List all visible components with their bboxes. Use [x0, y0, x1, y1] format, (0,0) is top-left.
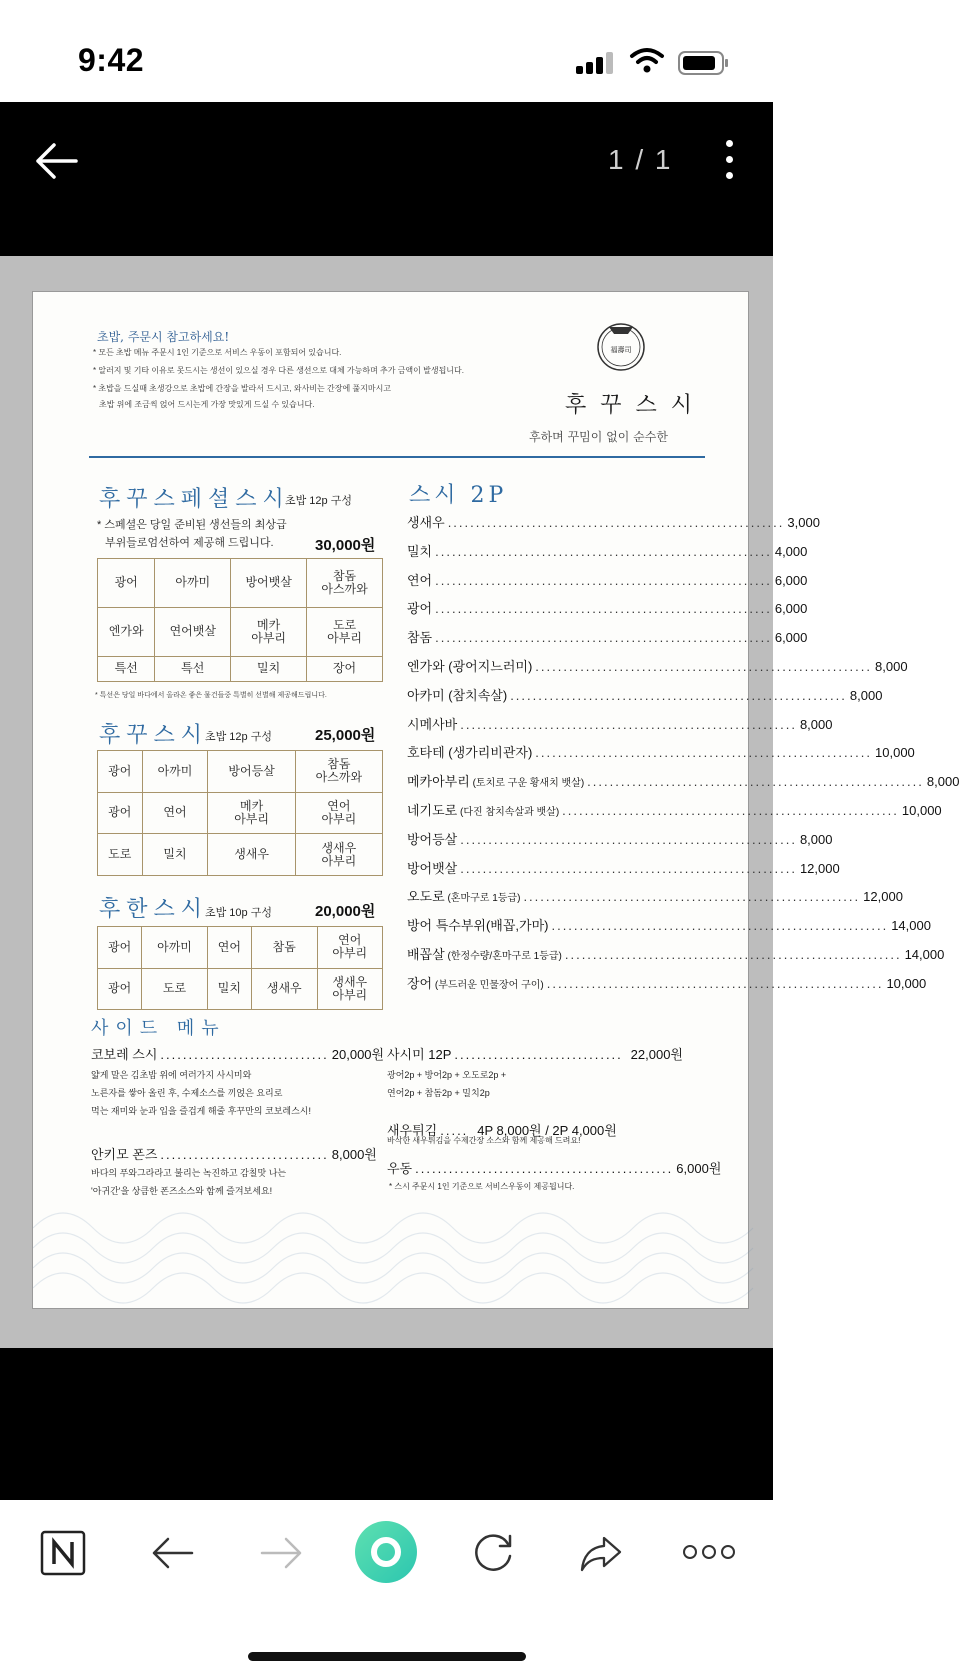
item-name-sub: (한정수량/혼마구로 1등급) — [444, 950, 562, 962]
item-name-sub: (다진 참치속살과 뱃살) — [457, 806, 560, 818]
item-price: 8,000 — [849, 687, 883, 703]
side-kobore-row — [91, 1044, 385, 1063]
ankimo-name: 안키모 폰즈 — [91, 1147, 158, 1162]
price-row — [407, 944, 945, 973]
dot-leader: .............................................. — [415, 1161, 674, 1176]
item-name-sub: (토치로 구운 황새치 뱃살) — [469, 778, 585, 790]
item-name-main: 방어 특수부위(배꼽,가마) — [407, 918, 549, 934]
grid-cell: 특선 — [98, 656, 155, 681]
logo-seal-icon — [595, 320, 647, 372]
item-price: 6,000 — [774, 630, 808, 646]
kobore-desc — [91, 1066, 311, 1120]
grid-cell: 밀치 — [231, 656, 307, 681]
price-row — [407, 714, 833, 743]
dot-leader: ..... — [440, 1123, 469, 1138]
sushi2p-price-list — [407, 512, 959, 1002]
viewer-top-bar — [0, 102, 773, 256]
brand-tagline: 후하며 꾸밈이 없이 순수한 — [529, 430, 668, 444]
side-sashimi-row — [387, 1044, 683, 1063]
item-name — [407, 627, 432, 646]
item-name — [407, 829, 457, 848]
grid-row — [98, 968, 383, 1010]
notice-line-2: * 알러지 및 기타 이유로 못드시는 생선이 있으실 경우 다른 생선으로 대체 가능하며 추가 금액이 발생됩니다. — [93, 366, 464, 375]
item-name-main: 밀치 — [407, 543, 433, 559]
item-price: 8,000 — [799, 716, 833, 732]
price-row — [407, 973, 927, 1002]
grid-cell: 밀치 — [207, 968, 251, 1010]
item-name — [407, 714, 457, 733]
grid-cell: 메카 아부리 — [208, 792, 295, 834]
grid-cell: 방어뱃살 — [231, 559, 307, 608]
item-price: 6,000 — [774, 601, 808, 617]
price-row — [407, 742, 915, 771]
special-sub: 초밥 12p 구성 — [285, 495, 352, 507]
grid-cell: 아까미 — [155, 559, 231, 608]
grid-cell: 참돔 아스까와 — [307, 559, 383, 608]
kobore-price: 20,000원 — [331, 1047, 385, 1062]
item-name-main: 광어 — [407, 601, 433, 617]
grid-cell: 연어 — [207, 927, 251, 969]
item-price: 8,000 — [799, 831, 833, 847]
page-indicator: 1 / 1 — [608, 144, 673, 175]
price-row — [407, 886, 903, 915]
special-desc-1: * 스페셜은 당일 준비된 생선들의 최상급 — [97, 519, 287, 531]
item-name — [407, 771, 584, 790]
item-name-main: 장어 — [407, 975, 433, 991]
viewer-bottom-area — [0, 1348, 773, 1500]
item-name-main: 방어등살 — [407, 831, 458, 847]
item-name-sub: (혼마구로 1등급) — [444, 893, 521, 905]
ankimo-desc — [91, 1164, 286, 1200]
grid-cell: 연어 — [142, 792, 208, 834]
grid-cell: 연어 아부리 — [295, 792, 382, 834]
item-name — [407, 685, 507, 704]
kobore-desc-line: 노른자를 쌓아 올린 후, 수제소스를 끼얹은 요리로 — [91, 1088, 283, 1098]
dot-leader: ............................................................ — [435, 572, 772, 588]
item-price: 6,000 — [774, 572, 808, 588]
grid-row — [98, 656, 383, 681]
kobore-desc-line: 얇게 말은 김초밥 위에 여러가지 사시미와 — [91, 1070, 252, 1080]
dot-leader: ............................................................ — [447, 515, 785, 530]
dot-leader: ............................................................ — [551, 918, 889, 934]
item-name-main: 엔가와 (광어지느러미) — [407, 658, 533, 674]
sashimi-price: 22,000원 — [630, 1047, 683, 1062]
item-price: 14,000 — [904, 946, 945, 962]
side-ankimo-row — [91, 1144, 377, 1163]
grid-row — [98, 559, 383, 608]
fuhan-title: 후한스시 — [99, 897, 209, 922]
item-price: 10,000 — [901, 802, 942, 818]
status-time: 9:42 — [78, 42, 145, 78]
sushi2p-title: 스시 2P — [409, 483, 508, 508]
logo-seal-text: 福壽司 — [610, 346, 632, 354]
shrimp-name: 새우튀김 — [387, 1123, 438, 1138]
dot-leader: ............................................................ — [435, 543, 772, 559]
udon-note: * 스시 주문시 1인 기준으로 서비스우동이 제공됩니다. — [389, 1182, 575, 1191]
grid-cell: 장어 — [307, 656, 383, 681]
grid-cell: 메카 아부리 — [231, 607, 307, 656]
item-name-main: 오도로 — [407, 889, 445, 905]
refresh-icon[interactable] — [470, 1530, 516, 1576]
price-row — [407, 858, 840, 887]
dot-leader: ............................................................ — [562, 802, 899, 818]
grid-cell: 광어 — [98, 751, 143, 793]
ankimo-desc-line: 바다의 푸와그라라고 불리는 녹진하고 감칠맛 나는 — [91, 1168, 287, 1178]
grid-row — [98, 751, 383, 793]
item-name — [407, 742, 532, 761]
grid-cell: 광어 — [98, 792, 143, 834]
grid-cell: 생새우 아부리 — [295, 834, 382, 876]
naver-home-icon[interactable] — [40, 1530, 86, 1576]
fuhan-sub: 초밥 10p 구성 — [205, 907, 272, 919]
item-name-main: 방어뱃살 — [407, 860, 458, 876]
notice-line-3: * 초밥을 드실때 초생강으로 초밥에 간장을 발라서 드시고, 와사비는 간장에 풀지마시고 — [93, 384, 392, 393]
side-menu-title: 사이드 메뉴 — [91, 1018, 226, 1039]
grid-cell: 광어 — [98, 927, 142, 969]
item-name — [407, 973, 544, 992]
price-row — [407, 800, 942, 829]
price-row — [407, 541, 808, 570]
grid-row — [98, 792, 383, 834]
grid-cell: 아까미 — [142, 927, 207, 969]
browser-forward-icon[interactable] — [258, 1530, 304, 1576]
grid-cell: 아까미 — [142, 751, 208, 793]
special-title: 후꾸스페셜스시 — [99, 487, 290, 512]
grid-cell: 광어 — [98, 559, 155, 608]
grid-cell: 연어뱃살 — [155, 607, 231, 656]
grid-row — [98, 607, 383, 656]
menu-image[interactable] — [32, 291, 959, 1309]
item-name-main: 참돔 — [407, 630, 433, 646]
fuku-price: 25,000원 — [315, 727, 376, 744]
item-name-main: 시메사바 — [407, 716, 458, 732]
battery-icon — [678, 50, 730, 76]
sashimi-name: 사시미 12P — [387, 1047, 452, 1062]
grid-cell: 도로 — [142, 968, 207, 1010]
item-price: 12,000 — [863, 889, 903, 905]
item-name — [407, 570, 432, 589]
brand-name: 후꾸스시 — [565, 393, 707, 418]
price-row — [407, 656, 908, 685]
udon-price: 6,000원 — [676, 1161, 722, 1176]
sashimi-desc-line: 광어2p + 방어2p + 오도로2p + — [387, 1070, 507, 1080]
item-name — [407, 512, 445, 531]
item-price: 8,000 — [926, 774, 959, 790]
dot-leader: ............................................................ — [535, 745, 873, 761]
dot-leader: ............................................................ — [523, 889, 861, 905]
item-name — [407, 858, 457, 877]
grid-cell: 엔가와 — [98, 607, 155, 656]
notice-line-4: 초밥 위에 조금씩 얹어 드시는게 가장 맛있게 드실 수 있습니다. — [99, 400, 315, 409]
price-row — [407, 598, 808, 627]
grid-cell: 특선 — [155, 656, 231, 681]
side-udon-row — [387, 1158, 722, 1177]
sashimi-desc — [387, 1066, 506, 1102]
grid-cell: 광어 — [98, 968, 142, 1010]
item-price: 12,000 — [799, 860, 840, 876]
status-bar — [0, 0, 773, 102]
item-price: 14,000 — [891, 918, 931, 934]
kobore-desc-line: 먹는 재미와 눈과 입을 즐겁게 해줄 후꾸만의 코보레스시! — [91, 1106, 311, 1116]
notice-title: 초밥, 주문시 참고하세요! — [97, 330, 230, 344]
item-price: 4,000 — [774, 543, 808, 559]
shrimp-desc: 바삭한 새우튀김을 수제간장 소스와 함께 제공해 드려요! — [387, 1136, 581, 1145]
item-price: 3,000 — [787, 515, 820, 530]
header-divider — [89, 456, 705, 458]
grid-cell: 방어등살 — [208, 751, 295, 793]
special-desc-2: 부위들로엄선하여 제공해 드립니다. — [105, 537, 274, 549]
wave-pattern-decoration — [33, 1188, 750, 1308]
item-name-main: 메카아부리 — [407, 774, 470, 790]
special-grid — [97, 558, 383, 682]
grid-cell: 밀치 — [142, 834, 208, 876]
item-name-main: 연어 — [407, 572, 433, 588]
item-name-main: 호타테 (생가리비관자) — [407, 745, 533, 761]
special-price: 30,000원 — [315, 537, 376, 554]
fuku-title: 후꾸스시 — [99, 723, 209, 748]
price-row — [407, 570, 808, 599]
notice-line-1: * 모든 초밥 메뉴 주문시 1인 기준으로 서비스 우동이 포함되어 있습니다. — [93, 348, 342, 357]
more-options-icon[interactable] — [722, 140, 736, 184]
dot-leader: ............................................................ — [535, 658, 873, 674]
grid-cell: 연어 아부리 — [317, 927, 383, 969]
fuhan-grid — [97, 926, 383, 1010]
item-name-main: 배꼽살 — [407, 946, 445, 962]
item-price: 10,000 — [886, 975, 927, 991]
item-name — [407, 598, 432, 617]
ankimo-price: 8,000원 — [331, 1147, 377, 1162]
item-name — [407, 915, 548, 934]
grid-cell: 생새우 아부리 — [317, 968, 383, 1010]
grid-cell: 도로 아부리 — [307, 607, 383, 656]
item-name — [407, 541, 432, 560]
dot-leader: ............................................................ — [460, 716, 797, 732]
grid-cell: 생새우 — [252, 968, 317, 1010]
grid-cell: 도로 — [98, 834, 143, 876]
green-dot-search-button[interactable] — [354, 1520, 418, 1584]
grid-cell: 참돔 아스까와 — [295, 751, 382, 793]
browser-back-icon[interactable] — [150, 1530, 196, 1576]
grid-cell: 참돔 — [252, 927, 317, 969]
more-menu-icon[interactable] — [682, 1540, 736, 1564]
price-row — [407, 512, 820, 541]
item-name — [407, 886, 520, 905]
dot-leader: ............................................................ — [460, 831, 797, 847]
grid-row — [98, 927, 383, 969]
price-row — [407, 685, 883, 714]
udon-name: 우동 — [387, 1161, 413, 1176]
dot-leader: .............................. — [160, 1147, 329, 1162]
back-arrow-icon[interactable] — [34, 138, 80, 184]
item-name-main: 생새우 — [407, 515, 445, 530]
wifi-icon — [630, 46, 664, 74]
fuku-sub: 초밥 12p 구성 — [205, 731, 272, 743]
price-row — [407, 771, 959, 800]
dot-leader: ............................................................ — [435, 601, 772, 617]
item-price: 10,000 — [875, 745, 915, 761]
item-name-main: 아카미 (참치속살) — [407, 687, 508, 703]
kobore-name: 코보레 스시 — [91, 1047, 158, 1062]
dot-leader: ............................................................ — [510, 687, 847, 703]
item-price: 8,000 — [875, 658, 908, 674]
sashimi-desc-line: 연어2p + 참돔2p + 밀치2p — [387, 1088, 490, 1098]
dot-leader: .............................. — [454, 1047, 623, 1062]
dot-leader: .............................. — [160, 1047, 329, 1062]
cellular-signal-icon — [576, 52, 616, 74]
dot-leader: ............................................................ — [564, 946, 902, 962]
dot-leader: ............................................................ — [435, 630, 772, 646]
fuhan-price: 20,000원 — [315, 903, 376, 920]
dot-leader: ............................................................ — [587, 774, 924, 790]
share-icon[interactable] — [578, 1530, 624, 1576]
item-name — [407, 944, 562, 963]
grid-cell: 생새우 — [208, 834, 295, 876]
item-name — [407, 800, 559, 819]
price-row — [407, 829, 833, 858]
dot-leader: ............................................................ — [546, 975, 884, 991]
price-row — [407, 627, 808, 656]
price-row — [407, 915, 931, 944]
home-indicator[interactable] — [248, 1652, 526, 1661]
item-name — [407, 656, 532, 675]
item-name-sub: (부드러운 민물장어 구이) — [432, 979, 544, 991]
dot-leader: ............................................................ — [460, 860, 797, 876]
grid-row — [98, 834, 383, 876]
item-name-main: 네기도로 — [407, 802, 458, 818]
special-note: * 특선은 당일 바다에서 올라온 좋은 물건들중 특별히 선별해 제공해드립니다. — [95, 692, 327, 699]
ankimo-desc-line: '아귀간'을 상큼한 폰즈소스와 함께 즐겨보세요! — [91, 1186, 273, 1196]
fuku-grid — [97, 750, 383, 876]
shrimp-price: 4P 8,000원 / 2P 4,000원 — [477, 1123, 617, 1138]
